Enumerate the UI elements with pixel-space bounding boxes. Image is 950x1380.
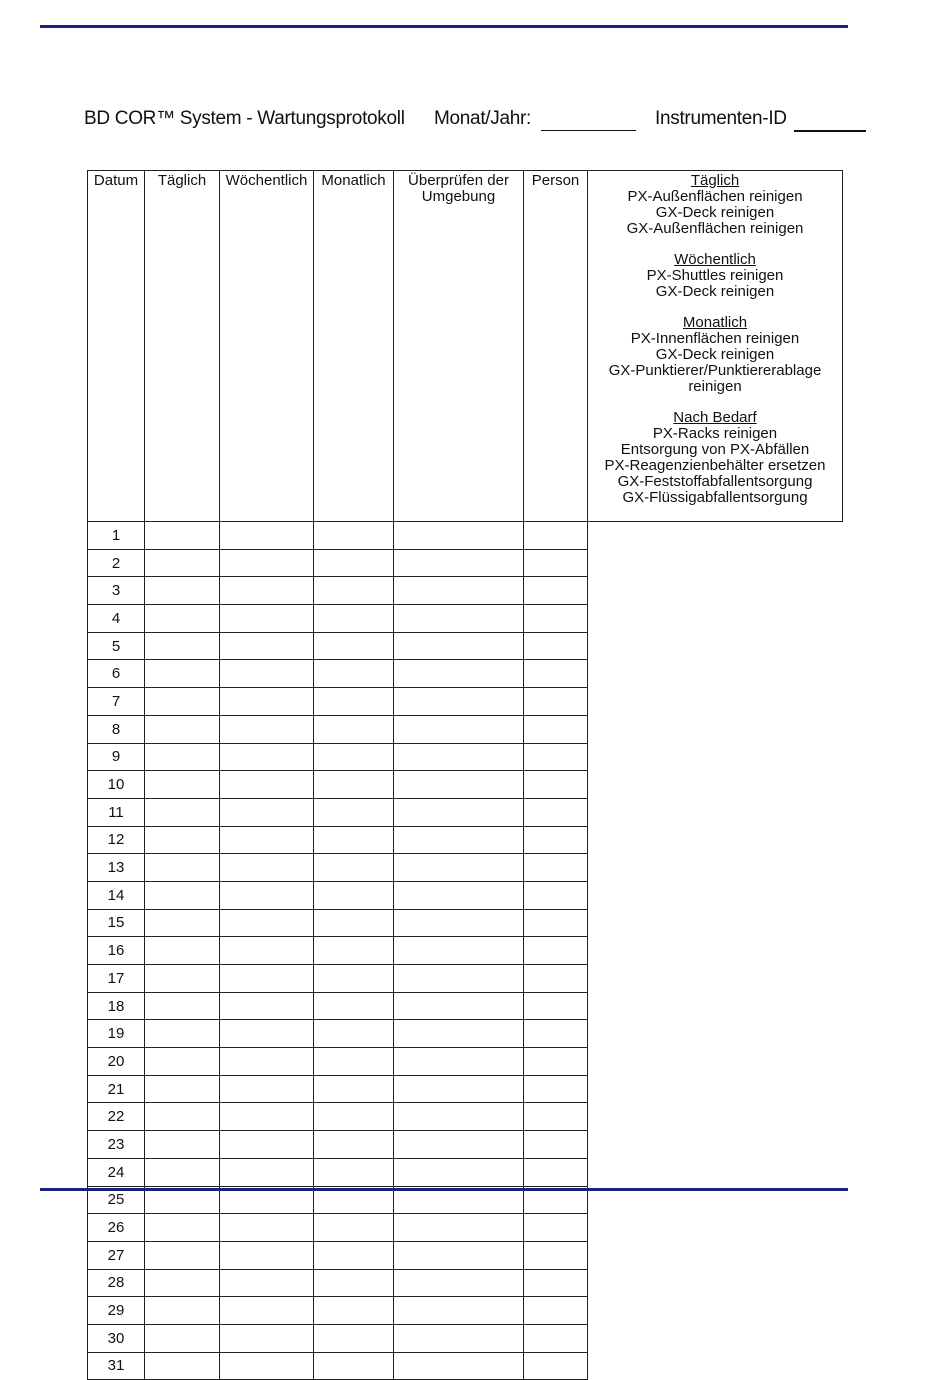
daily-cell[interactable] [145,1214,220,1242]
monthly-cell[interactable] [314,1158,394,1186]
weekly-cell[interactable] [220,688,314,716]
column-header: Monatlich [314,171,394,522]
person-cell[interactable] [524,522,588,550]
day-number: 24 [88,1158,145,1186]
monthly-cell[interactable] [314,798,394,826]
column-header: Person [524,171,588,522]
task-section [588,410,842,506]
environment-check-cell[interactable] [394,549,524,577]
column-header: Überprüfen der Umgebung [394,171,524,522]
person-cell[interactable] [524,1020,588,1048]
monthly-cell[interactable] [314,1103,394,1131]
environment-check-cell[interactable] [394,688,524,716]
person-cell[interactable] [524,1269,588,1297]
monthly-cell[interactable] [314,1075,394,1103]
daily-cell[interactable] [145,771,220,799]
task-section [588,173,842,237]
monthly-cell[interactable] [314,688,394,716]
daily-cell[interactable] [145,1020,220,1048]
maintenance-log-table [87,170,843,1380]
person-cell[interactable] [524,1297,588,1325]
table-row [88,1103,843,1131]
environment-check-cell[interactable] [394,965,524,993]
table-row [88,688,843,716]
table-body [88,522,843,1380]
day-number: 25 [88,1186,145,1214]
column-header: Wöchentlich [220,171,314,522]
weekly-cell[interactable] [220,798,314,826]
daily-cell[interactable] [145,909,220,937]
person-cell[interactable] [524,688,588,716]
environment-check-cell[interactable] [394,743,524,771]
daily-cell[interactable] [145,1158,220,1186]
person-cell[interactable] [524,1048,588,1076]
day-number: 14 [88,881,145,909]
day-number: 30 [88,1324,145,1352]
monthly-cell[interactable] [314,771,394,799]
task-item: PX-Shuttles reinigen [646,267,784,284]
task-item: GX-Außenflächen reinigen [626,220,804,237]
bottom-rule [40,1188,848,1191]
task-section [588,252,842,300]
instrument-id-label: Instrumenten-ID [655,108,787,129]
table-row [88,1297,843,1325]
table-row [88,660,843,688]
table-row [88,1020,843,1048]
daily-cell[interactable] [145,522,220,550]
task-section-title: Monatlich [682,314,748,331]
daily-cell[interactable] [145,688,220,716]
day-number: 10 [88,771,145,799]
weekly-cell[interactable] [220,992,314,1020]
monthly-cell[interactable] [314,743,394,771]
day-number: 11 [88,798,145,826]
monthly-cell[interactable] [314,992,394,1020]
weekly-cell[interactable] [220,660,314,688]
table-row [88,1241,843,1269]
weekly-cell[interactable] [220,522,314,550]
table-row [88,1158,843,1186]
daily-cell[interactable] [145,1269,220,1297]
weekly-cell[interactable] [220,1075,314,1103]
weekly-cell[interactable] [220,1352,314,1380]
environment-check-cell[interactable] [394,1214,524,1242]
monthly-cell[interactable] [314,881,394,909]
task-section-title: Wöchentlich [674,251,756,268]
weekly-cell[interactable] [220,605,314,633]
task-item: PX-Reagenzienbehälter ersetzen [604,457,826,474]
monthly-cell[interactable] [314,1048,394,1076]
environment-check-cell[interactable] [394,1131,524,1159]
person-cell[interactable] [524,605,588,633]
day-number: 8 [88,715,145,743]
task-reference-panel [588,171,843,522]
table-row [88,992,843,1020]
person-cell[interactable] [524,715,588,743]
month-year-field[interactable] [541,108,636,131]
person-cell[interactable] [524,1075,588,1103]
person-cell[interactable] [524,660,588,688]
monthly-cell[interactable] [314,1131,394,1159]
daily-cell[interactable] [145,549,220,577]
table-row [88,743,843,771]
environment-check-cell[interactable] [394,1241,524,1269]
month-year-label: Monat/Jahr: [434,108,532,129]
table-row [88,826,843,854]
day-number: 17 [88,965,145,993]
daily-cell[interactable] [145,1048,220,1076]
monthly-cell[interactable] [314,937,394,965]
daily-cell[interactable] [145,577,220,605]
weekly-cell[interactable] [220,881,314,909]
table-row [88,522,843,550]
task-item: GX-Punktierer/Punktiererablage reinigen [608,362,822,395]
table-row [88,798,843,826]
monthly-cell[interactable] [314,605,394,633]
person-cell[interactable] [524,937,588,965]
daily-cell[interactable] [145,743,220,771]
weekly-cell[interactable] [220,549,314,577]
person-cell[interactable] [524,798,588,826]
task-item: GX-Deck reinigen [655,283,775,300]
day-number: 2 [88,549,145,577]
day-number: 20 [88,1048,145,1076]
weekly-cell[interactable] [220,1158,314,1186]
weekly-cell[interactable] [220,1048,314,1076]
environment-check-cell[interactable] [394,1048,524,1076]
environment-check-cell[interactable] [394,522,524,550]
environment-check-cell[interactable] [394,660,524,688]
table-row [88,632,843,660]
person-cell[interactable] [524,1103,588,1131]
table-row [88,1214,843,1242]
day-number: 5 [88,632,145,660]
task-item: Entsorgung von PX-Abfällen [620,441,810,458]
day-number: 15 [88,909,145,937]
table-row [88,937,843,965]
day-number: 31 [88,1352,145,1380]
day-number: 28 [88,1269,145,1297]
daily-cell[interactable] [145,1103,220,1131]
form-header [84,108,874,134]
daily-cell[interactable] [145,1131,220,1159]
person-cell[interactable] [524,1324,588,1352]
table-row [88,881,843,909]
daily-cell[interactable] [145,1241,220,1269]
daily-cell[interactable] [145,937,220,965]
environment-check-cell[interactable] [394,937,524,965]
daily-cell[interactable] [145,660,220,688]
environment-check-cell[interactable] [394,1075,524,1103]
daily-cell[interactable] [145,605,220,633]
top-rule [40,25,848,28]
daily-cell[interactable] [145,881,220,909]
weekly-cell[interactable] [220,632,314,660]
person-cell[interactable] [524,1131,588,1159]
environment-check-cell[interactable] [394,992,524,1020]
table-row [88,909,843,937]
daily-cell[interactable] [145,715,220,743]
monthly-cell[interactable] [314,1020,394,1048]
day-number: 4 [88,605,145,633]
monthly-cell[interactable] [314,826,394,854]
monthly-cell[interactable] [314,854,394,882]
table-row [88,1048,843,1076]
weekly-cell[interactable] [220,1103,314,1131]
form-title: BD COR™ System - Wartungsprotokoll [84,108,405,129]
person-cell[interactable] [524,771,588,799]
task-item: GX-Flüssigabfallentsorgung [622,489,808,506]
daily-cell[interactable] [145,965,220,993]
table-row [88,577,843,605]
environment-check-cell[interactable] [394,771,524,799]
day-number: 22 [88,1103,145,1131]
day-number: 19 [88,1020,145,1048]
weekly-cell[interactable] [220,1241,314,1269]
table-row [88,1075,843,1103]
monthly-cell[interactable] [314,1269,394,1297]
monthly-cell[interactable] [314,715,394,743]
environment-check-cell[interactable] [394,1297,524,1325]
weekly-cell[interactable] [220,715,314,743]
monthly-cell[interactable] [314,1241,394,1269]
environment-check-cell[interactable] [394,881,524,909]
day-number: 7 [88,688,145,716]
table-row [88,715,843,743]
weekly-cell[interactable] [220,826,314,854]
person-cell[interactable] [524,1158,588,1186]
monthly-cell[interactable] [314,1352,394,1380]
monthly-cell[interactable] [314,577,394,605]
weekly-cell[interactable] [220,577,314,605]
daily-cell[interactable] [145,854,220,882]
environment-check-cell[interactable] [394,909,524,937]
task-section-title: Täglich [690,172,740,189]
monthly-cell[interactable] [314,965,394,993]
environment-check-cell[interactable] [394,854,524,882]
weekly-cell[interactable] [220,937,314,965]
weekly-cell[interactable] [220,771,314,799]
monthly-cell[interactable] [314,1214,394,1242]
environment-check-cell[interactable] [394,1158,524,1186]
person-cell[interactable] [524,992,588,1020]
task-item: PX-Außenflächen reinigen [627,188,803,205]
day-number: 12 [88,826,145,854]
environment-check-cell[interactable] [394,798,524,826]
task-item: GX-Deck reinigen [655,346,775,363]
person-cell[interactable] [524,1352,588,1380]
weekly-cell[interactable] [220,1269,314,1297]
table-header-row [88,171,843,522]
monthly-cell[interactable] [314,1324,394,1352]
monthly-cell[interactable] [314,1297,394,1325]
daily-cell[interactable] [145,798,220,826]
weekly-cell[interactable] [220,1297,314,1325]
day-number: 18 [88,992,145,1020]
environment-check-cell[interactable] [394,1020,524,1048]
daily-cell[interactable] [145,632,220,660]
weekly-cell[interactable] [220,854,314,882]
day-number: 26 [88,1214,145,1242]
task-item: PX-Racks reinigen [652,425,778,442]
task-item: PX-Innenflächen reinigen [630,330,800,347]
column-header: Datum [88,171,145,522]
environment-check-cell[interactable] [394,1352,524,1380]
day-number: 21 [88,1075,145,1103]
table-row [88,605,843,633]
monthly-cell[interactable] [314,660,394,688]
table-row [88,1324,843,1352]
person-cell[interactable] [524,549,588,577]
day-number: 13 [88,854,145,882]
day-number: 16 [88,937,145,965]
monthly-cell[interactable] [314,549,394,577]
weekly-cell[interactable] [220,1214,314,1242]
table-row [88,854,843,882]
environment-check-cell[interactable] [394,1103,524,1131]
monthly-cell[interactable] [314,522,394,550]
weekly-cell[interactable] [220,1324,314,1352]
monthly-cell[interactable] [314,632,394,660]
person-cell[interactable] [524,826,588,854]
environment-check-cell[interactable] [394,1269,524,1297]
day-number: 23 [88,1131,145,1159]
daily-cell[interactable] [145,1075,220,1103]
day-number: 3 [88,577,145,605]
person-cell[interactable] [524,854,588,882]
environment-check-cell[interactable] [394,1324,524,1352]
weekly-cell[interactable] [220,965,314,993]
task-section [588,315,842,395]
weekly-cell[interactable] [220,1020,314,1048]
table-row [88,1269,843,1297]
person-cell[interactable] [524,909,588,937]
weekly-cell[interactable] [220,1131,314,1159]
daily-cell[interactable] [145,826,220,854]
day-number: 29 [88,1297,145,1325]
environment-check-cell[interactable] [394,826,524,854]
table-row [88,965,843,993]
day-number: 9 [88,743,145,771]
person-cell[interactable] [524,743,588,771]
daily-cell[interactable] [145,1297,220,1325]
daily-cell[interactable] [145,1324,220,1352]
task-item: GX-Deck reinigen [655,204,775,221]
environment-check-cell[interactable] [394,715,524,743]
day-number: 1 [88,522,145,550]
daily-cell[interactable] [145,992,220,1020]
person-cell[interactable] [524,881,588,909]
table-row [88,549,843,577]
table-row [88,1352,843,1380]
person-cell[interactable] [524,1241,588,1269]
environment-check-cell[interactable] [394,632,524,660]
person-cell[interactable] [524,577,588,605]
day-number: 6 [88,660,145,688]
daily-cell[interactable] [145,1352,220,1380]
environment-check-cell[interactable] [394,605,524,633]
weekly-cell[interactable] [220,743,314,771]
task-item: GX-Feststoffabfallentsorgung [617,473,813,490]
person-cell[interactable] [524,1214,588,1242]
task-section-title: Nach Bedarf [673,409,757,426]
instrument-id-field[interactable] [794,108,866,132]
person-cell[interactable] [524,632,588,660]
table-row [88,1131,843,1159]
weekly-cell[interactable] [220,909,314,937]
day-number: 27 [88,1241,145,1269]
monthly-cell[interactable] [314,909,394,937]
environment-check-cell[interactable] [394,577,524,605]
column-header: Täglich [145,171,220,522]
table-row [88,771,843,799]
person-cell[interactable] [524,965,588,993]
